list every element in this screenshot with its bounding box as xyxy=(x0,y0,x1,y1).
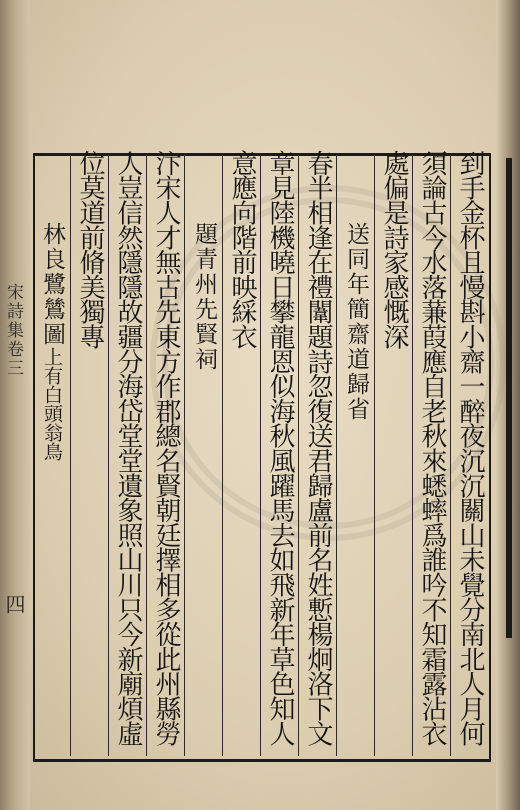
right-page-edge-rule xyxy=(506,158,512,638)
title-annotation: 上有白頭翁鳥 xyxy=(41,347,63,461)
text-column-9: 汴宋人才無古先東方作郡總名賢朝廷擇相多從此州縣勞 xyxy=(151,150,181,746)
margin-page-number: 四 xyxy=(2,594,26,614)
text-column-11: 位莫道前脩美獨專 xyxy=(75,150,105,349)
text-column-6: 章見陸機曉日攀龍恩似海秋風躍馬去如飛新年草色知人 xyxy=(265,150,295,746)
poem-title-column xyxy=(30,222,72,461)
poem-title-column: 送同年簡齋道歸省 xyxy=(343,222,369,422)
margin-book-title: 宋詩集卷三 xyxy=(3,283,23,378)
poem-title: 林良鷺鷥圖 xyxy=(39,222,65,347)
poem-title-column: 題青州先賢祠 xyxy=(191,222,217,372)
text-column-1: 到手金杯且慢斟小齋一醉夜沉沉關山未覺分南北人月何 xyxy=(455,150,485,746)
left-binding-edge xyxy=(0,0,30,810)
text-column-2: 須論古今水落蒹葭應自老秋來蟋蟀爲誰吟不知霜露沾衣 xyxy=(417,150,447,746)
text-column-7: 意應向階前映綵衣 xyxy=(227,150,257,349)
text-column-3: 處偏是詩家感慨深 xyxy=(379,150,409,349)
text-column-10: 人豈信然隱隱故疆分海岱堂堂遺象照山川只今新廟煩虛 xyxy=(113,150,143,746)
text-column-5: 春半相逢在禮闈題詩忽復送君歸盧前名姓慙楊炯洛下文 xyxy=(303,150,333,746)
